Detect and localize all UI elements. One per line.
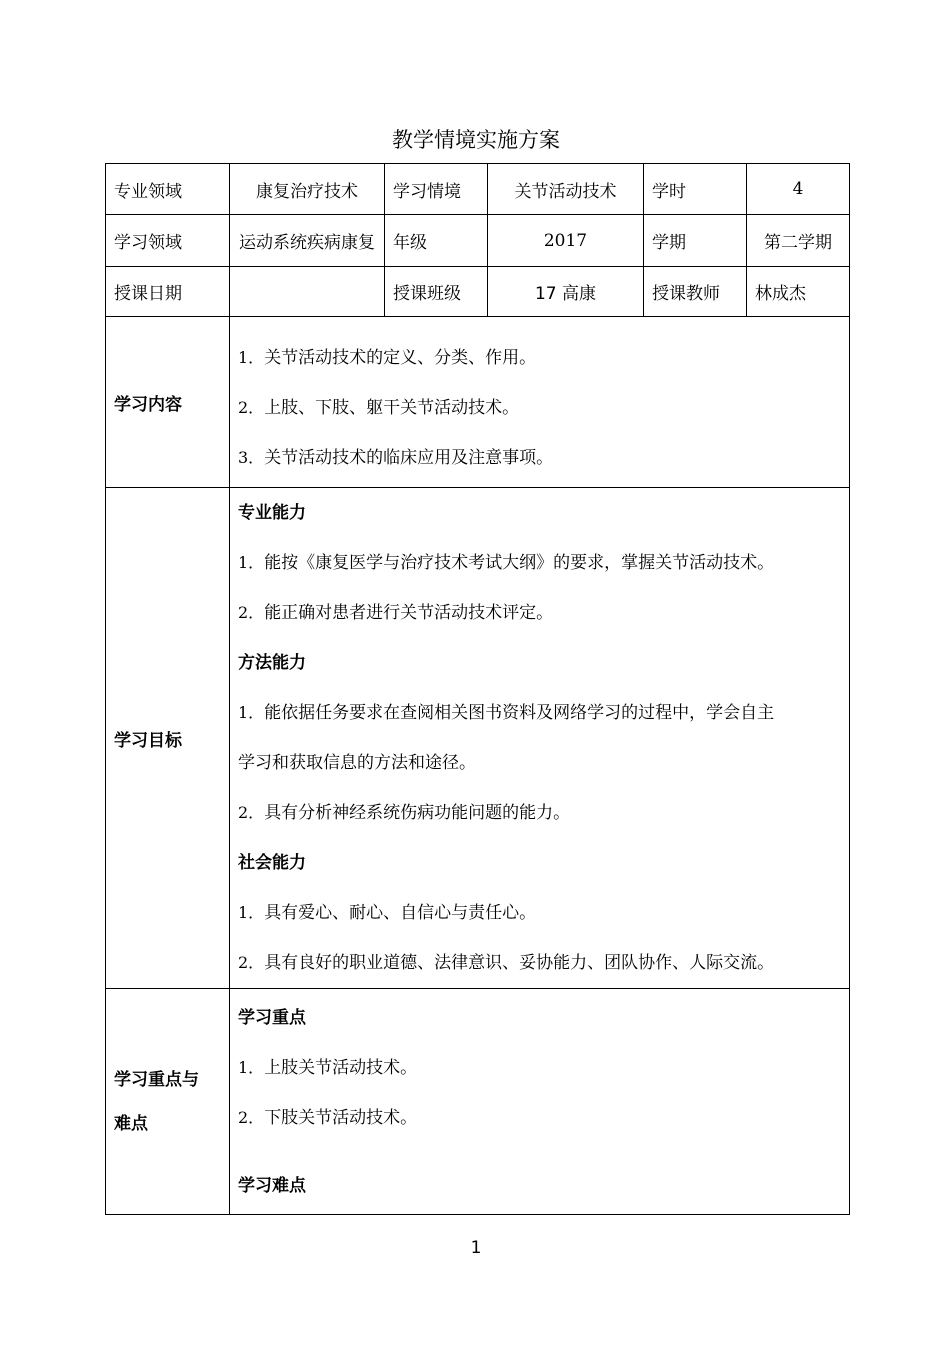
list-item: 2．能正确对患者进行关节活动技术评定。 xyxy=(238,603,554,623)
list-item: 2．具有良好的职业道德、法律意识、妥协能力、团队协作、人际交流。 xyxy=(238,953,775,973)
goals-label: 学习目标 xyxy=(106,488,230,989)
cell-domain-value: 运动系统疾病康复 xyxy=(230,215,385,267)
list-item: 1．具有爱心、耐心、自信心与责任心。 xyxy=(238,903,537,923)
table-row xyxy=(106,317,850,488)
key-points-body xyxy=(230,989,850,1215)
list-item: 1．上肢关节活动技术。 xyxy=(238,1057,418,1078)
document-title: 教学情境实施方案 xyxy=(392,128,560,152)
cell-teacher-label: 授课教师 xyxy=(644,267,747,317)
table-row xyxy=(106,215,850,267)
goals-body xyxy=(230,488,850,989)
cell-situation-value: 关节活动技术 xyxy=(488,164,644,215)
list-item: 1．关节活动技术的定义、分类、作用。 xyxy=(238,348,537,368)
list-item: 2．具有分析神经系统伤病功能问题的能力。 xyxy=(238,803,571,823)
cell-class-value: 17 高康 xyxy=(488,267,644,317)
cell-field-value: 康复治疗技术 xyxy=(230,164,385,215)
list-item: 1．能依据任务要求在查阅相关图书资料及网络学习的过程中，学会自主 xyxy=(238,703,775,723)
cell-date-label: 授课日期 xyxy=(106,267,230,317)
cell-grade-value: 2017 xyxy=(488,215,644,267)
list-item: 2．下肢关节活动技术。 xyxy=(238,1107,418,1128)
cell-grade-label: 年级 xyxy=(385,215,488,267)
cell-term-value: 第二学期 xyxy=(747,215,850,267)
table-row xyxy=(106,267,850,317)
cell-situation-label: 学习情境 xyxy=(385,164,488,215)
cell-field-label: 专业领域 xyxy=(106,164,230,215)
cell-term-label: 学期 xyxy=(644,215,747,267)
focus-heading: 学习重点 xyxy=(238,1007,306,1028)
table-row xyxy=(106,488,850,989)
content-label: 学习内容 xyxy=(106,317,230,488)
list-item: 3．关节活动技术的临床应用及注意事项。 xyxy=(238,448,554,468)
key-points-label: 学习重点与 难点 xyxy=(106,989,230,1215)
content-body xyxy=(230,317,850,488)
plan-table xyxy=(105,163,850,1215)
professional-heading: 专业能力 xyxy=(238,503,306,523)
cell-class-label: 授课班级 xyxy=(385,267,488,317)
cell-domain-label: 学习领域 xyxy=(106,215,230,267)
list-item-continuation: 学习和获取信息的方法和途径。 xyxy=(238,753,476,773)
social-heading: 社会能力 xyxy=(238,853,306,873)
table-row xyxy=(106,989,850,1215)
cell-date-value xyxy=(230,267,385,317)
page-number: 1 xyxy=(470,1238,482,1258)
list-item: 2．上肢、下肢、躯干关节活动技术。 xyxy=(238,398,520,418)
cell-hours-label: 学时 xyxy=(644,164,747,215)
method-heading: 方法能力 xyxy=(238,653,306,673)
cell-teacher-value: 林成杰 xyxy=(747,267,850,317)
cell-hours-value: 4 xyxy=(747,164,850,215)
table-row xyxy=(106,164,850,215)
difficulty-heading: 学习难点 xyxy=(238,1175,306,1196)
list-item: 1．能按《康复医学与治疗技术考试大纲》的要求，掌握关节活动技术。 xyxy=(238,553,775,573)
